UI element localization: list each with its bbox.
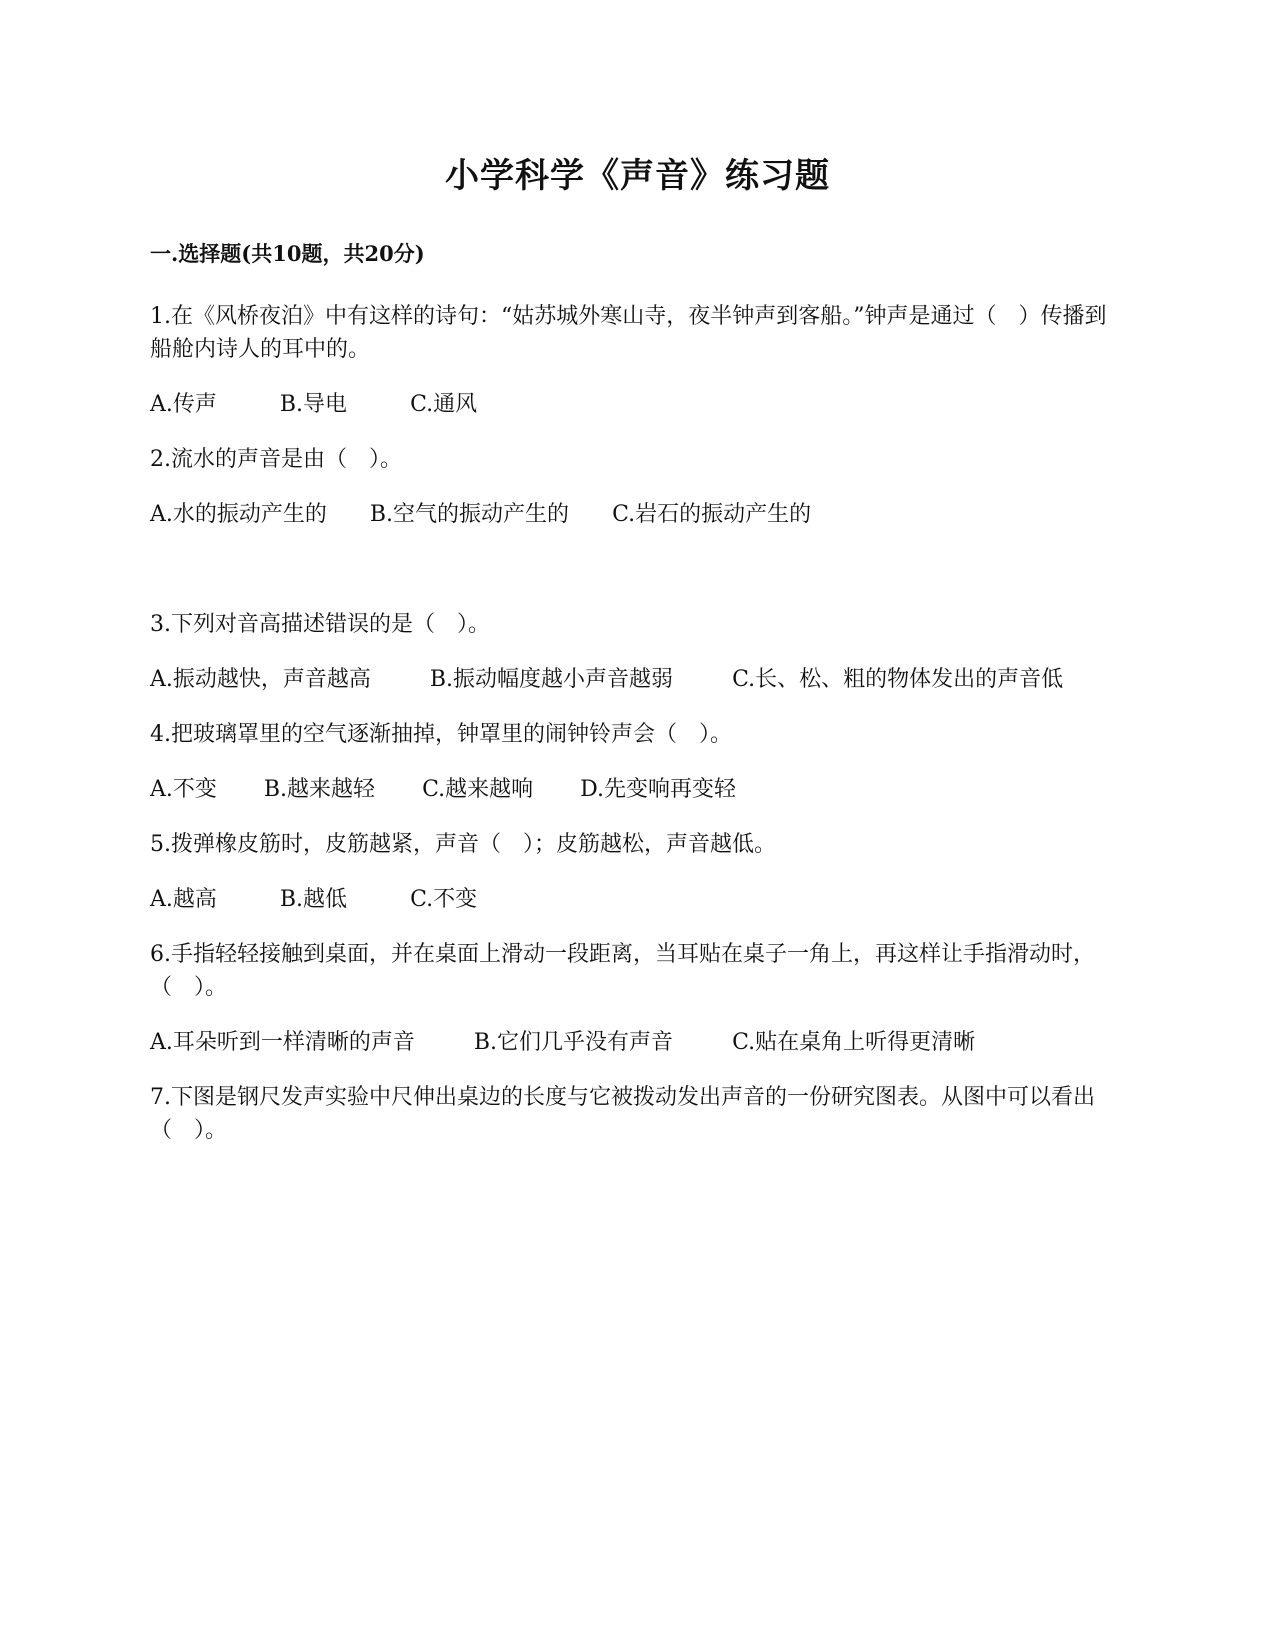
question-6-options — [150, 1026, 1125, 1059]
question-1: 1.在《风桥夜泊》中有这样的诗句：“姑苏城外寒山寺，夜半钟声到客船。”钟声是通过（ ）传播到船舱内诗人的耳中的。 — [150, 304, 1107, 362]
section-heading: 一.选择题(共10题，共20分) — [150, 241, 425, 266]
page-title: 小学科学《声音》练习题 — [445, 156, 830, 196]
option-c: C.通风 — [410, 392, 478, 417]
question-2: 2.流水的声音是由（ ）。 — [150, 447, 402, 472]
option-c: C.贴在桌角上听得更清晰 — [732, 1030, 976, 1055]
option-a: A.传声 — [150, 392, 217, 417]
question-5: 5.拨弹橡皮筋时，皮筋越紧，声音（ ）；皮筋越松，声音越低。 — [150, 832, 776, 857]
option-a: A.越高 — [150, 887, 217, 912]
option-b: B.导电 — [279, 392, 348, 417]
question-3: 3.下列对音高描述错误的是（ ）。 — [150, 612, 490, 637]
option-c: C.不变 — [410, 887, 478, 912]
option-a: A.振动越快，声音越高 — [150, 667, 371, 692]
spacer — [150, 553, 1125, 608]
option-b: B.空气的振动产生的 — [369, 502, 570, 527]
option-b: B.振动幅度越小声音越弱 — [429, 667, 674, 692]
question-7: 7.下图是钢尺发声实验中尺伸出桌边的长度与它被拨动发出声音的一份研究图表。从图中可以看出（ ）。 — [150, 1085, 1095, 1143]
option-b: B.越来越轻 — [263, 777, 376, 802]
question-6: 6.手指轻轻接触到桌面，并在桌面上滑动一段距离，当耳贴在桌子一角上，再这样让手指滑动时，（ ）。 — [150, 942, 1095, 1000]
question-4-options — [150, 773, 1125, 806]
option-c: C.越来越响 — [422, 777, 534, 802]
question-1-options — [150, 388, 1125, 421]
question-5-options — [150, 883, 1125, 916]
question-3-options — [150, 663, 1125, 696]
option-b: B.越低 — [279, 887, 348, 912]
question-list — [150, 300, 1125, 1169]
question-2-options — [150, 498, 1125, 531]
option-c: C.岩石的振动产生的 — [612, 502, 812, 527]
question-4: 4.把玻璃罩里的空气逐渐抽掉，钟罩里的闹钟铃声会（ ）。 — [150, 722, 732, 747]
option-a: A.耳朵听到一样清晰的声音 — [150, 1030, 415, 1055]
option-c: C.长、松、粗的物体发出的声音低 — [732, 667, 1064, 692]
option-a: A.不变 — [150, 777, 217, 802]
option-b: B.它们几乎没有声音 — [473, 1030, 674, 1055]
option-d: D.先变响再变轻 — [580, 777, 736, 802]
option-a: A.水的振动产生的 — [150, 502, 327, 527]
